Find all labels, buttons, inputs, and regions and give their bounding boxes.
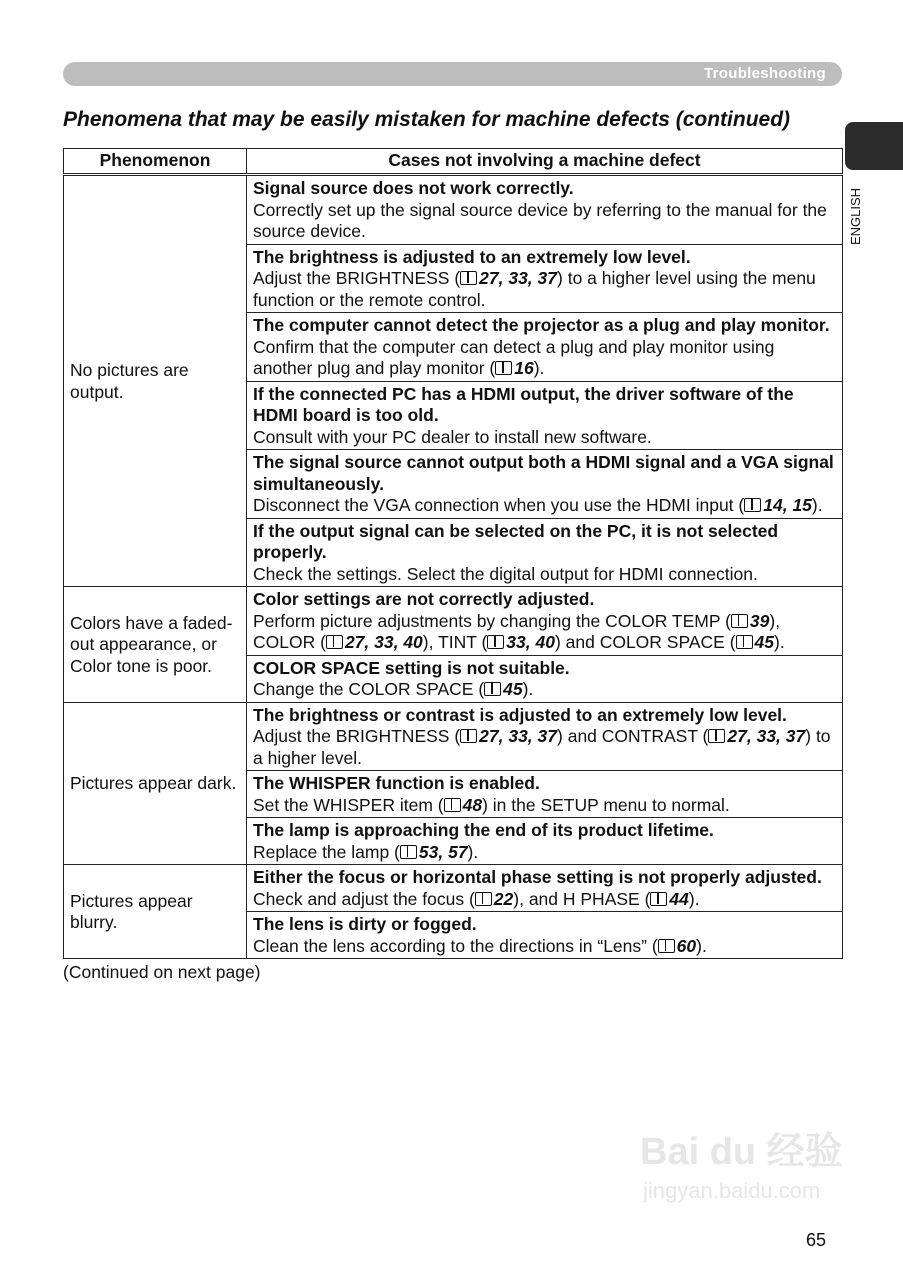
- case-cell: [247, 450, 843, 519]
- case-text: ), and H PHASE (: [513, 888, 651, 909]
- book-reference-icon: [708, 729, 725, 743]
- page-reference[interactable]: 27, 33, 37: [479, 726, 558, 746]
- phenomenon-cell: No pictures are output.: [64, 175, 247, 587]
- case-cell: [247, 771, 843, 818]
- table-row: [64, 702, 843, 771]
- page-reference[interactable]: 39: [749, 610, 770, 631]
- page-title: Phenomena that may be easily mistaken for machine defects (continued): [63, 108, 791, 131]
- page-reference[interactable]: 60: [676, 935, 697, 956]
- case-cell: [247, 865, 843, 912]
- book-reference-icon: [460, 271, 477, 285]
- case-body: [253, 268, 836, 311]
- case-text: ).: [688, 888, 700, 909]
- case-body: [253, 564, 836, 586]
- case-cell: [247, 587, 843, 656]
- case-body: [253, 726, 836, 769]
- continued-note: (Continued on next page): [63, 962, 261, 982]
- page-reference[interactable]: 44: [669, 888, 689, 909]
- column-header-cases: Cases not involving a machine defect: [247, 149, 843, 175]
- table-row: [64, 587, 843, 656]
- table-row: [64, 175, 843, 245]
- case-title: The WHISPER function is enabled.: [253, 773, 540, 793]
- column-header-phenomenon: Phenomenon: [64, 149, 247, 175]
- case-text: Perform picture adjustments by changing the COLOR TEMP (: [253, 610, 731, 631]
- case-cell: [247, 912, 843, 959]
- book-reference-icon: [487, 635, 504, 649]
- page-reference[interactable]: 53, 57: [418, 841, 468, 862]
- case-title: Signal source does not work correctly.: [253, 178, 574, 198]
- page-reference[interactable]: 16: [514, 358, 534, 378]
- book-reference-icon: [495, 361, 512, 375]
- case-text: ), COLOR (: [253, 610, 781, 652]
- case-body: [253, 200, 836, 243]
- book-reference-icon: [484, 682, 501, 696]
- book-reference-icon: [658, 939, 675, 953]
- section-banner: [63, 62, 842, 86]
- case-title: The computer cannot detect the projector as a plug and play monitor.: [253, 315, 830, 335]
- case-text: Confirm that the computer can detect a plug and play monitor using another plug and play monitor (: [253, 336, 775, 378]
- case-text: ).: [522, 679, 534, 699]
- book-reference-icon: [736, 635, 753, 649]
- table-row: [64, 865, 843, 912]
- book-reference-icon: [400, 845, 417, 859]
- case-text: ) and CONTRAST (: [557, 726, 709, 746]
- case-cell: [247, 655, 843, 702]
- case-text: Adjust the BRIGHTNESS (: [253, 726, 461, 746]
- case-text: Check the settings. Select the digital output for HDMI connection.: [253, 563, 758, 584]
- case-text: ) and COLOR SPACE (: [554, 632, 736, 652]
- page-reference[interactable]: 27, 33, 37: [479, 268, 558, 288]
- case-text: Correctly set up the signal source device by referring to the manual for the source device.: [253, 199, 827, 241]
- case-text: Disconnect the VGA connection when you use the HDMI input (: [253, 495, 745, 515]
- page-reference[interactable]: 45: [503, 679, 523, 699]
- case-text: Adjust the BRIGHTNESS (: [253, 268, 461, 288]
- case-text: ).: [811, 495, 823, 515]
- case-cell: [247, 818, 843, 865]
- case-text: Consult with your PC dealer to install new software.: [253, 426, 652, 447]
- section-label: Troubleshooting: [704, 65, 826, 82]
- case-cell: [247, 244, 843, 313]
- case-body: [253, 427, 836, 449]
- case-text: Replace the lamp (: [253, 841, 400, 862]
- case-text: ), TINT (: [422, 632, 488, 652]
- case-title: The brightness is adjusted to an extremely low level.: [253, 246, 691, 267]
- case-cell: [247, 518, 843, 587]
- page-reference[interactable]: 48: [462, 794, 483, 815]
- phenomenon-cell: Colors have a faded-out appearance, or Color tone is poor.: [64, 587, 247, 703]
- case-title: COLOR SPACE setting is not suitable.: [253, 657, 570, 678]
- book-reference-icon: [326, 635, 343, 649]
- case-title: Either the focus or horizontal phase setting is not properly adjusted.: [253, 867, 822, 887]
- case-body: [253, 337, 836, 380]
- case-text: ) in the SETUP menu to normal.: [482, 794, 730, 815]
- case-title: Color settings are not correctly adjusted.: [253, 589, 595, 609]
- book-reference-icon: [731, 614, 748, 628]
- case-body: [253, 842, 836, 864]
- language-label: ENGLISH: [848, 187, 863, 245]
- phenomenon-cell: Pictures appear dark.: [64, 702, 247, 865]
- book-reference-icon: [744, 498, 761, 512]
- case-body: [253, 936, 836, 958]
- troubleshooting-table: [63, 148, 843, 959]
- book-reference-icon: [475, 892, 492, 906]
- case-title: If the output signal can be selected on the PC, it is not selected properly.: [253, 520, 779, 562]
- page-reference[interactable]: 27, 33, 37: [727, 726, 806, 746]
- case-text: ).: [696, 935, 707, 956]
- case-text: ) to a higher level.: [253, 726, 831, 768]
- book-reference-icon: [460, 729, 477, 743]
- case-body: [253, 679, 836, 701]
- phenomenon-cell: Pictures appear blurry.: [64, 865, 247, 959]
- content-flow: [63, 148, 843, 983]
- case-text: ).: [467, 841, 479, 862]
- page-reference[interactable]: 33, 40: [506, 632, 555, 652]
- case-body: [253, 495, 836, 517]
- page-number: 65: [806, 1230, 827, 1250]
- page-reference[interactable]: 14, 15: [763, 495, 812, 515]
- case-title: The lens is dirty or fogged.: [253, 914, 477, 934]
- page-reference[interactable]: 27, 33, 40: [344, 632, 423, 652]
- watermark-logo: Bai du 经验: [640, 1131, 843, 1173]
- case-text: Change the COLOR SPACE (: [253, 679, 485, 699]
- case-body: [253, 889, 836, 911]
- case-body: [253, 795, 836, 817]
- book-reference-icon: [444, 798, 461, 812]
- case-title: The brightness or contrast is adjusted to an extremely low level.: [253, 704, 787, 725]
- case-text: Set the WHISPER item (: [253, 794, 444, 815]
- case-cell: [247, 313, 843, 382]
- case-text: ) to a higher level using the menu function or the remote control.: [253, 268, 816, 310]
- case-body: [253, 611, 836, 654]
- page-reference[interactable]: 22: [493, 888, 514, 909]
- case-title: The lamp is approaching the end of its product lifetime.: [253, 820, 714, 840]
- case-cell: [247, 702, 843, 771]
- case-title: The signal source cannot output both a HDMI signal and a VGA signal simultaneously.: [253, 452, 834, 494]
- case-text: ).: [533, 358, 545, 378]
- case-text: ).: [774, 632, 785, 652]
- case-cell: [247, 381, 843, 450]
- book-reference-icon: [650, 892, 667, 906]
- case-text: Clean the lens according to the directions in “Lens” (: [253, 935, 658, 956]
- language-tab-marker: [845, 122, 903, 170]
- case-text: Check and adjust the focus (: [253, 888, 475, 909]
- page-reference[interactable]: 45: [754, 632, 774, 652]
- case-title: If the connected PC has a HDMI output, the driver software of the HDMI board is too old.: [253, 383, 794, 425]
- watermark-url: jingyan.baidu.com: [643, 1178, 821, 1203]
- case-cell: [247, 175, 843, 245]
